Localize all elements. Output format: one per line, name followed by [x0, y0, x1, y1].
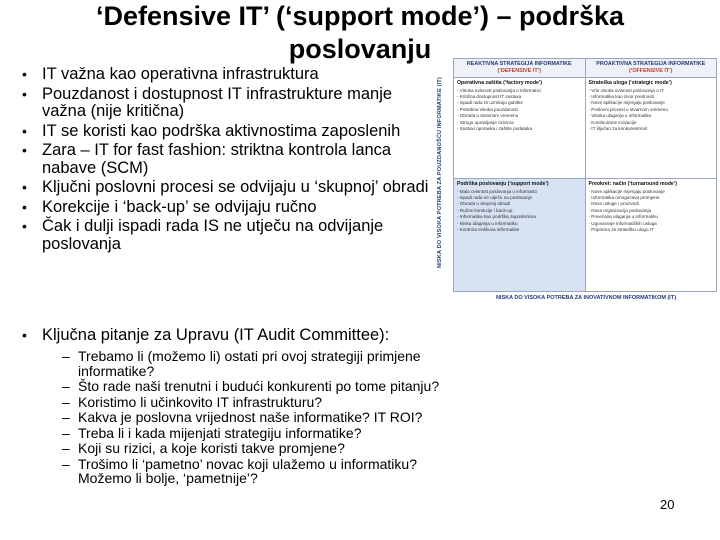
- slide-title: ‘Defensive IT’ (‘support mode’) – podrška poslovanju: [95, 1, 625, 64]
- cell-line: - Nove usluge i proizvodi: [588, 201, 639, 207]
- it-strategy-matrix: [437, 55, 718, 305]
- main-bullet-list: [18, 66, 438, 255]
- cell-line: - Kontinuirane inovacije: [588, 119, 637, 125]
- question-item: – Trošimo li ‘pametno’ novac koji ulažemo u informatiku? Možemo li bolje, ‘pametnije’?: [62, 457, 442, 486]
- cell-line: - Niska ulaganja u informatiku: [457, 220, 518, 226]
- bullet-item: • Čak i dulji ispadi rada IS ne utječu na odvijanje poslovanja: [18, 218, 438, 253]
- cell-line: - Priprema za stratešku ulogu IT: [588, 226, 654, 232]
- questions-heading: • Ključna pitanje za Upravu (IT Audit Committee):: [18, 326, 438, 344]
- cell-line: - Poslovni procesi u stvarnom vremenu: [588, 106, 668, 112]
- matrix-side-label: NISKA DO VISOKA POTREBA ZA POUZDANOŠĆU INFORMATIKE (IT): [437, 77, 443, 269]
- cell-line: - Informatika omogućava promjene: [588, 194, 660, 200]
- cell-line: - Sustavi oporavka i zaštite podataka: [457, 125, 533, 131]
- bullet-item: • Pouzdanost i dostupnost IT infrastrukture manje važna (nije kritična): [18, 86, 438, 121]
- cell-line: - Mala ovisnost poslovanja o informatici: [457, 188, 538, 194]
- question-item: – Koji su rizici, a koje koristi takve promjene?: [62, 441, 442, 456]
- question-item: – Koristimo li učinkovito IT infrastrukturu?: [62, 395, 442, 410]
- cell-line: - Potrebna visoka pouzdanost: [457, 106, 518, 112]
- matrix-cell-strategic: [586, 78, 717, 178]
- cell-line: - Strogo upravljanje rizicima: [457, 119, 514, 125]
- cell-line: - Povećana ulaganja u informatiku: [588, 214, 658, 220]
- cell-line: - IT ključan za konkurentnost: [588, 125, 648, 131]
- questions-list: [62, 349, 442, 487]
- question-item: – Što rade naši trenutni i budući konkurenti po tome pitanju?: [62, 379, 442, 394]
- matrix-header-offensive: [586, 59, 717, 77]
- matrix-cell-turnaround: [586, 179, 717, 291]
- cell-line: - Kontrola troškova informatike: [457, 226, 520, 232]
- cell-title: Preokret: način (‘turnaround mode’): [588, 181, 677, 187]
- cell-line: - Informatika kao izvor prednosti: [588, 93, 654, 99]
- cell-title: Podrška poslovanju (‘support mode’): [457, 181, 549, 187]
- cell-line: - Ručne korekcije i back-up: [457, 207, 513, 213]
- cell-title: Strateška uloga (‘strategic mode’): [588, 80, 672, 86]
- cell-line: - Nova organizacija poslovanja: [588, 207, 652, 213]
- matrix-grid: [453, 58, 717, 292]
- cell-line: - Obrada u skupnoj obradi: [457, 201, 511, 207]
- header-accent: (‘DEFENSIVE IT’): [497, 67, 541, 74]
- header-line: PROAKTIVNA STRATEGIJA INFORMATIKE: [596, 61, 706, 67]
- question-item: – Kakva je poslovna vrijednost naše informatike? IT ROI?: [62, 410, 442, 425]
- matrix-cell-support: [454, 179, 585, 291]
- cell-line: - Vrlo visoka ovisnost poslovanja o IT: [588, 87, 665, 93]
- cell-line: - Visoka ulaganja u informatiku: [588, 113, 652, 119]
- bullet-item: • IT se koristi kao podrška aktivnostima zaposlenih: [18, 123, 438, 141]
- matrix-bottom-label: NISKA DO VISOKA POTREBA ZA INOVATIVNOM INFORMATIKOM (IT): [495, 295, 677, 301]
- header-accent: (‘OFFENSIVE IT’): [629, 67, 673, 74]
- cell-line: - Ugovaranje informatičkih usluga: [588, 220, 657, 226]
- bullet-item: • Ključni poslovni procesi se odvijaju u ‘skupnoj’ obradi: [18, 179, 438, 197]
- page-number: 20: [660, 497, 675, 512]
- matrix-header-defensive: [454, 59, 585, 77]
- question-item: – Trebamo li (možemo li) ostati pri ovoj strategiji primjene informatike?: [62, 349, 442, 378]
- cell-line: - Obrada u stvarnom vremenu: [457, 113, 519, 119]
- bullet-item: • Korekcije i ‘back-up’ se odvijaju ručno: [18, 199, 438, 217]
- cell-line: - Ispadi rada IS uzrokuju gubitke: [457, 100, 523, 106]
- header-line: REAKTIVNA STRATEGIJA INFORMATIKE: [466, 61, 572, 67]
- cell-line: - Nove aplikacije mijenjaju poslovanje: [588, 188, 665, 194]
- bullet-item: • Zara – IT for fast fashion: striktna kontrola lanca nabave (SCM): [18, 142, 438, 177]
- cell-title: Operativna zaštita (‘factory mode’): [457, 80, 543, 86]
- cell-line: - Visoka ovisnost poslovanja o informatici: [457, 87, 541, 93]
- cell-line: - Kritična dostupnost IT sustava: [457, 93, 522, 99]
- cell-line: - Nove aplikacije mijenjaju poslovanje: [588, 100, 665, 106]
- question-item: – Treba li i kada mijenjati strategiju informatike?: [62, 426, 442, 441]
- cell-line: - Ispadi rada ne utječu na poslovanje: [457, 194, 533, 200]
- matrix-cell-factory: [454, 78, 585, 178]
- cell-line: - Informatika kao podrška zaposlenima: [457, 214, 536, 220]
- bullet-item: • IT važna kao operativna infrastruktura: [18, 66, 438, 84]
